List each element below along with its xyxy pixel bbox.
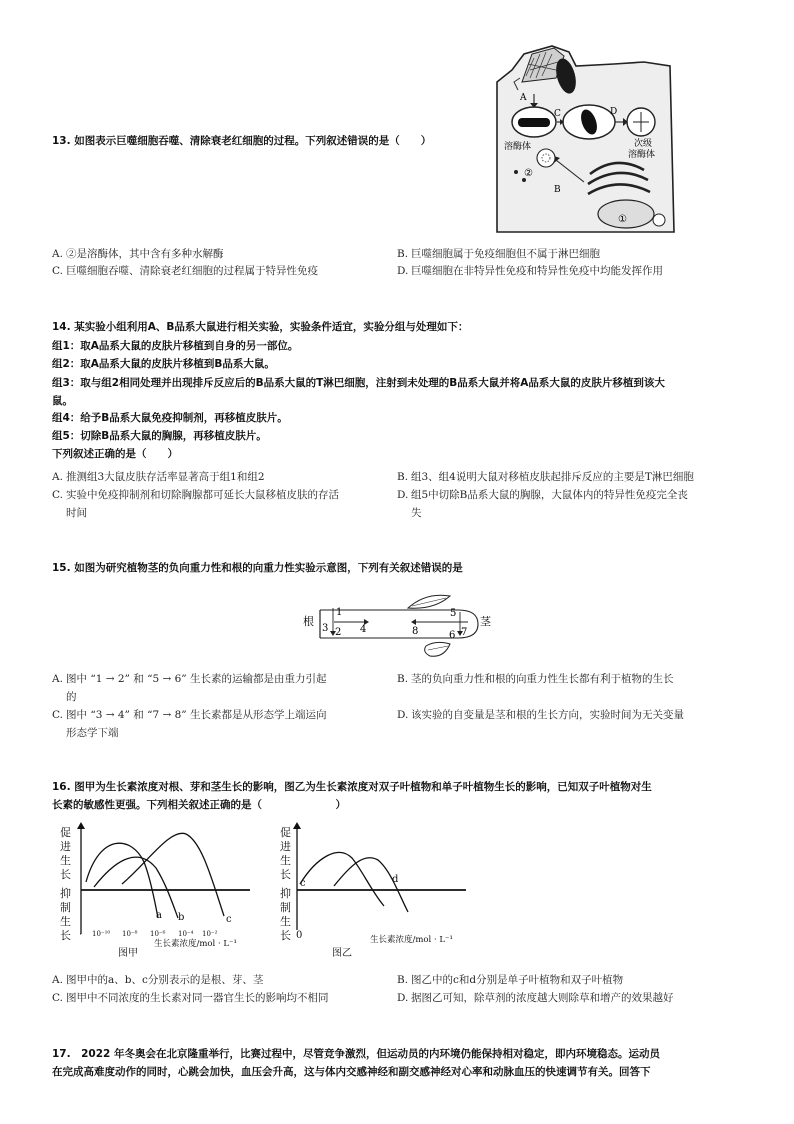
y-label-bottom-1: 抑 bbox=[280, 887, 291, 900]
option-letter: C. bbox=[52, 709, 63, 721]
label-3: 3 bbox=[322, 623, 329, 634]
curve-b bbox=[94, 857, 178, 918]
label-7: 7 bbox=[461, 627, 468, 638]
option-text: 该实验的自变量是茎和根的生长方向，实验时间为无关变量 bbox=[411, 709, 684, 721]
origin-label: 0 bbox=[296, 930, 303, 941]
label-d: D bbox=[610, 107, 618, 117]
option-letter: D. bbox=[397, 489, 409, 501]
x-axis-label: 生长素浓度/mol · L⁻¹ bbox=[370, 935, 453, 945]
option-text: 组3、组4说明大鼠对移植皮肤起排斥反应的主要是T淋巴细胞 bbox=[411, 471, 694, 483]
label-8: 8 bbox=[412, 626, 419, 637]
label-b: B bbox=[554, 185, 561, 195]
series-c-label: c bbox=[226, 914, 232, 925]
q14-group3: 组3：取与组2相同处理并出现排斥反应后的B品系大鼠的T淋巴细胞，注射到未处理的B品系大鼠并将A品系大鼠的皮肤片移植到该大 bbox=[52, 377, 665, 389]
q14-option-c-cont: 时间 bbox=[66, 507, 87, 519]
q16-options-row2 bbox=[52, 990, 752, 1007]
x-tick-1: 10⁻¹⁰ bbox=[92, 930, 111, 938]
option-letter: B. bbox=[397, 673, 409, 685]
option-text: 据图乙可知，除草剂的浓度越大则除草和增产的效果越好 bbox=[411, 992, 674, 1004]
q15-option-b[interactable] bbox=[397, 671, 674, 688]
q14-group2: 组2：取A品系大鼠的皮肤片移植到B品系大鼠。 bbox=[52, 358, 275, 370]
option-letter: A. bbox=[52, 673, 63, 685]
label-5: 5 bbox=[450, 608, 457, 619]
option-text: ②是溶酶体，其中含有多种水解酶 bbox=[66, 248, 224, 260]
option-text: 巨噬细胞在非特异性免疫和特异性免疫中均能发挥作用 bbox=[411, 265, 663, 277]
option-letter: C. bbox=[52, 992, 63, 1004]
q16-chart-a bbox=[60, 822, 250, 962]
q13-stem: 13. 如图表示巨噬细胞吞噬、清除衰老红细胞的过程。下列叙述错误的是（ ） bbox=[52, 135, 432, 147]
option-letter: A. bbox=[52, 974, 63, 986]
y-label-bottom-3: 生 bbox=[280, 915, 291, 928]
option-text: 组5中切除B品系大鼠的胸腺，大鼠体内的特异性免疫完全丧 bbox=[411, 489, 688, 501]
q13-macrophage-figure bbox=[494, 42, 678, 234]
q14-group5: 组5：切除B品系大鼠的胸腺，再移植皮肤片。 bbox=[52, 430, 267, 442]
q13-options-row1 bbox=[52, 246, 752, 263]
q15-stem: 15. 如图为研究植物茎的负向重力性和根的向重力性实验示意图，下列有关叙述错误的是 bbox=[52, 562, 463, 574]
y-label-bottom-3: 生 bbox=[60, 915, 71, 928]
curve-c bbox=[300, 852, 384, 906]
option-letter: B. bbox=[397, 974, 409, 986]
label-1: 1 bbox=[336, 607, 343, 618]
y-label-top-4: 长 bbox=[280, 868, 291, 881]
option-text: 图乙中的c和d分别是单子叶植物和双子叶植物 bbox=[411, 974, 624, 986]
q16-option-a[interactable] bbox=[52, 972, 397, 989]
x-tick-5: 10⁻² bbox=[202, 930, 218, 938]
q17-line1: 17. 2022 年冬奥会在北京隆重举行，比赛过程中，尽管竞争激烈，但运动员的内环境仍能保持相对稳定，即内环境稳态。运动员 bbox=[52, 1048, 660, 1060]
option-letter: D. bbox=[397, 265, 409, 277]
q16-chart-b bbox=[276, 822, 476, 962]
q16-stem-line2: 长素的敏感性更强。下列相关叙述正确的是（ ） bbox=[52, 799, 346, 811]
label-2: 2 bbox=[335, 627, 342, 638]
y-label-top-4: 长 bbox=[60, 868, 71, 881]
label-root: 根 bbox=[303, 615, 314, 628]
x-tick-3: 10⁻⁶ bbox=[150, 930, 166, 938]
option-text: 巨噬细胞吞噬、清除衰老红细胞的过程属于特异性免疫 bbox=[66, 265, 318, 277]
option-text: 图甲中不同浓度的生长素对同一器官生长的影响均不相同 bbox=[66, 992, 329, 1004]
series-c-label: c bbox=[300, 878, 306, 889]
option-text: 图甲中的a、b、c分别表示的是根、芽、茎 bbox=[66, 974, 264, 986]
y-label-top-2: 进 bbox=[60, 840, 71, 853]
label-6: 6 bbox=[449, 630, 456, 641]
label-secondary-1: 次级 bbox=[634, 139, 653, 149]
label-n1: ① bbox=[618, 214, 627, 225]
y-label-bottom-1: 抑 bbox=[60, 887, 71, 900]
q16-option-b[interactable] bbox=[397, 972, 623, 989]
label-c: C bbox=[554, 109, 561, 119]
x-tick-4: 10⁻⁴ bbox=[178, 930, 194, 938]
q16-option-d[interactable] bbox=[397, 990, 674, 1007]
series-a-label: a bbox=[156, 910, 162, 921]
y-label-bottom-2: 制 bbox=[60, 901, 71, 914]
q14-group3-cont: 鼠。 bbox=[52, 395, 73, 407]
q13-option-c[interactable] bbox=[52, 263, 397, 280]
series-d-label: d bbox=[392, 874, 399, 885]
q16-option-c[interactable] bbox=[52, 990, 397, 1007]
option-text: 实验中免疫抑制剂和切除胸腺都可延长大鼠移植皮肤的存活 bbox=[66, 489, 339, 501]
q13-option-d[interactable] bbox=[397, 263, 663, 280]
label-lysosome: 溶酶体 bbox=[504, 142, 532, 152]
y-label-top-1: 促 bbox=[280, 826, 291, 839]
option-text: 图中 “1 → 2” 和 “5 → 6” 生长素的运输都是由重力引起 bbox=[66, 673, 327, 685]
q15-options-row2 bbox=[52, 707, 752, 724]
q15-gravitropism-figure bbox=[298, 586, 498, 664]
q14-options-row2 bbox=[52, 487, 752, 504]
option-letter: A. bbox=[52, 248, 63, 260]
q14-group4: 组4：给予B品系大鼠免疫抑制剂，再移植皮肤片。 bbox=[52, 412, 288, 424]
option-letter: C. bbox=[52, 265, 63, 277]
y-label-top-2: 进 bbox=[280, 840, 291, 853]
q15-option-d[interactable] bbox=[397, 707, 684, 724]
q14-option-c[interactable] bbox=[52, 487, 397, 504]
y-label-top-3: 生 bbox=[280, 854, 291, 867]
y-label-bottom-2: 制 bbox=[280, 901, 291, 914]
q13-option-a[interactable] bbox=[52, 246, 397, 263]
option-letter: C. bbox=[52, 489, 63, 501]
chart-caption: 图甲 bbox=[118, 948, 138, 959]
label-n2: ② bbox=[524, 168, 533, 179]
q14-option-a[interactable] bbox=[52, 469, 397, 486]
q14-stem: 14. 某实验小组利用A、B品系大鼠进行相关实验，实验条件适宜，实验分组与处理如下： bbox=[52, 321, 469, 333]
q14-options-row1 bbox=[52, 469, 752, 486]
curve-a bbox=[86, 843, 158, 918]
option-text: 推测组3大鼠皮肤存活率显著高于组1和组2 bbox=[66, 471, 265, 483]
option-text: 茎的负向重力性和根的向重力性生长都有利于植物的生长 bbox=[411, 673, 674, 685]
y-label-top-1: 促 bbox=[60, 826, 71, 839]
x-tick-2: 10⁻⁸ bbox=[122, 930, 138, 938]
q14-option-d[interactable] bbox=[397, 487, 688, 504]
q14-prompt: 下列叙述正确的是（ ） bbox=[52, 448, 178, 460]
label-stem: 茎 bbox=[480, 615, 491, 628]
q17-line2: 在完成高难度动作的同时，心跳会加快，血压会升高，这与体内交感神经和副交感神经对心率和动脉血压的快速调节有关。回答下 bbox=[52, 1066, 651, 1078]
y-label-top-3: 生 bbox=[60, 854, 71, 867]
y-label-bottom-4: 长 bbox=[280, 929, 291, 942]
chart-caption: 图乙 bbox=[332, 948, 352, 959]
option-letter: D. bbox=[397, 709, 409, 721]
q16-options-row1 bbox=[52, 972, 752, 989]
label-secondary-2: 溶酶体 bbox=[628, 150, 656, 160]
q16-stem-line1: 16. 图甲为生长素浓度对根、芽和茎生长的影响，图乙为生长素浓度对双子叶植物和单子叶植物生长的影响，已知双子叶植物对生 bbox=[52, 781, 652, 793]
q14-option-b[interactable] bbox=[397, 469, 694, 486]
option-letter: A. bbox=[52, 471, 63, 483]
option-letter: D. bbox=[397, 992, 409, 1004]
option-text: 图中 “3 → 4” 和 “7 → 8” 生长素都是从形态学上端运向 bbox=[66, 709, 327, 721]
q14-group1: 组1：取A品系大鼠的皮肤片移植到自身的另一部位。 bbox=[52, 340, 299, 352]
option-letter: B. bbox=[397, 248, 409, 260]
option-letter: B. bbox=[397, 471, 409, 483]
y-label-bottom-4: 长 bbox=[60, 929, 71, 942]
series-b-label: b bbox=[178, 912, 185, 923]
q13-option-b[interactable] bbox=[397, 246, 600, 263]
x-axis-label: 生长素浓度/mol · L⁻¹ bbox=[154, 939, 237, 949]
q15-option-a-cont: 的 bbox=[66, 691, 77, 703]
q15-option-a[interactable] bbox=[52, 671, 397, 688]
option-text: 巨噬细胞属于免疫细胞但不属于淋巴细胞 bbox=[411, 248, 600, 260]
label-a: A bbox=[520, 93, 527, 103]
q15-options-row1 bbox=[52, 671, 752, 688]
q14-option-d-cont: 失 bbox=[411, 507, 422, 519]
label-4: 4 bbox=[360, 624, 367, 635]
q15-option-c[interactable] bbox=[52, 707, 397, 724]
q15-option-c-cont: 形态学下端 bbox=[66, 727, 119, 739]
q13-options-row2 bbox=[52, 263, 752, 280]
